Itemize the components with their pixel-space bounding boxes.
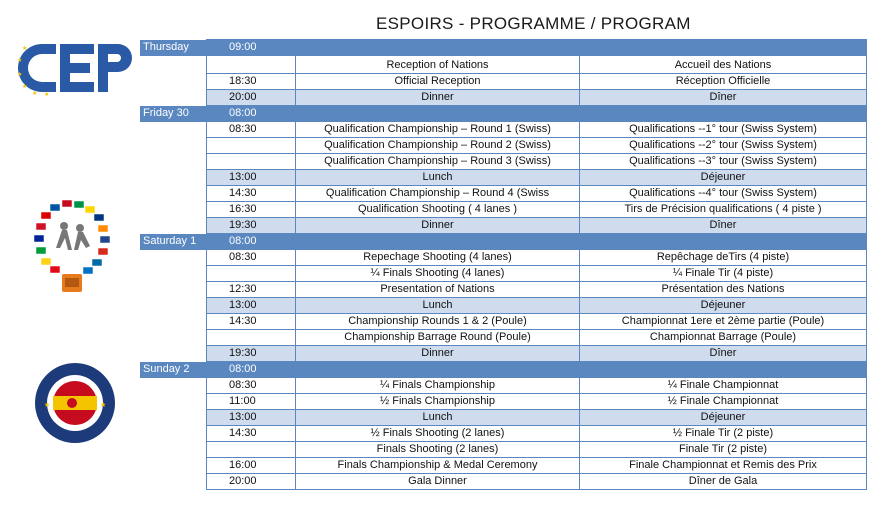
schedule-row — [140, 90, 867, 106]
event-time: 18:30 — [207, 74, 296, 90]
day-spacer — [140, 154, 207, 170]
event-time — [207, 330, 296, 346]
event-french: Qualifications --1° tour (Swiss System) — [580, 122, 867, 138]
day-spacer — [140, 474, 207, 490]
event-time — [207, 154, 296, 170]
day-spacer — [140, 186, 207, 202]
event-english: Dinner — [296, 90, 580, 106]
schedule-row — [140, 202, 867, 218]
event-english: Repechage Shooting (4 lanes) — [296, 250, 580, 266]
event-french: Qualifications --3° tour (Swiss System) — [580, 154, 867, 170]
event-time: 11:00 — [207, 394, 296, 410]
day-spacer — [140, 330, 207, 346]
event-english: Finals Shooting (2 lanes) — [296, 442, 580, 458]
day-header-row — [140, 362, 867, 378]
schedule-row — [140, 330, 867, 346]
event-english: ¼ Finals Shooting (4 lanes) — [296, 266, 580, 282]
event-time: 19:30 — [207, 218, 296, 234]
schedule-row — [140, 314, 867, 330]
event-time — [207, 56, 296, 74]
schedule-row — [140, 138, 867, 154]
event-english: Reception of Nations — [296, 56, 580, 74]
page-title: ESPOIRS - PROGRAMME / PROGRAM — [376, 14, 691, 33]
day-spacer — [140, 394, 207, 410]
event-french: Déjeuner — [580, 410, 867, 426]
day-label: Friday 30 — [140, 106, 207, 122]
svg-text:★: ★ — [44, 92, 50, 98]
schedule-row — [140, 442, 867, 458]
event-french: Dîner de Gala — [580, 474, 867, 490]
event-english: Qualification Championship – Round 4 (Swiss — [296, 186, 580, 202]
event-french: ¼ Finale Championnat — [580, 378, 867, 394]
event-time: 13:00 — [207, 298, 296, 314]
day-header-spacer — [580, 362, 867, 378]
event-french: ½ Finale Tir (2 piste) — [580, 426, 867, 442]
schedule-row — [140, 410, 867, 426]
program-table — [140, 39, 867, 490]
event-french: Dîner — [580, 346, 867, 362]
schedule-row — [140, 394, 867, 410]
event-french: Dîner — [580, 218, 867, 234]
event-english: Dinner — [296, 346, 580, 362]
day-spacer — [140, 426, 207, 442]
day-spacer — [140, 442, 207, 458]
svg-text:★: ★ — [22, 84, 28, 90]
event-time: 20:00 — [207, 90, 296, 106]
event-french: Championnat 1ere et 2ème partie (Poule) — [580, 314, 867, 330]
event-french: Réception Officielle — [580, 74, 867, 90]
event-french: Déjeuner — [580, 298, 867, 314]
event-time — [207, 138, 296, 154]
event-french: Qualifications --2° tour (Swiss System) — [580, 138, 867, 154]
event-english: Presentation of Nations — [296, 282, 580, 298]
svg-text:★: ★ — [17, 58, 23, 64]
day-label: Saturday 1 — [140, 234, 207, 250]
event-french: Qualifications --4° tour (Swiss System) — [580, 186, 867, 202]
event-english: Lunch — [296, 170, 580, 186]
schedule-row — [140, 298, 867, 314]
day-header-spacer — [580, 234, 867, 250]
day-spacer — [140, 346, 207, 362]
day-spacer — [140, 298, 207, 314]
event-time: 16:00 — [207, 458, 296, 474]
day-spacer — [140, 266, 207, 282]
svg-text:★: ★ — [44, 402, 51, 409]
schedule-row — [140, 458, 867, 474]
day-spacer — [140, 410, 207, 426]
svg-text:★: ★ — [22, 46, 28, 52]
schedule-row — [140, 346, 867, 362]
event-english: Qualification Championship – Round 2 (Swiss) — [296, 138, 580, 154]
schedule-row — [140, 170, 867, 186]
event-english: Dinner — [296, 218, 580, 234]
day-spacer — [140, 122, 207, 138]
event-english: Lunch — [296, 410, 580, 426]
day-spacer — [140, 458, 207, 474]
event-time: 13:00 — [207, 410, 296, 426]
event-time: 16:30 — [207, 202, 296, 218]
day-spacer — [140, 56, 207, 74]
day-spacer — [140, 218, 207, 234]
event-time: 12:30 — [207, 282, 296, 298]
day-start-time: 09:00 — [207, 40, 296, 56]
day-label: Sunday 2 — [140, 362, 207, 378]
svg-text:★: ★ — [32, 91, 38, 97]
schedule-row — [140, 56, 867, 74]
nations-flags-logo — [32, 198, 112, 298]
svg-text:★: ★ — [100, 402, 107, 409]
event-english: Lunch — [296, 298, 580, 314]
day-header-row — [140, 234, 867, 250]
event-time: 14:30 — [207, 314, 296, 330]
day-header-spacer — [296, 234, 580, 250]
day-label: Thursday — [140, 40, 207, 56]
event-english: Qualification Championship – Round 1 (Swiss) — [296, 122, 580, 138]
event-french: Tirs de Précision qualifications ( 4 piste ) — [580, 202, 867, 218]
event-english: Official Reception — [296, 74, 580, 90]
event-english: ½ Finals Championship — [296, 394, 580, 410]
day-spacer — [140, 378, 207, 394]
event-french: ½ Finale Championnat — [580, 394, 867, 410]
event-english: ½ Finals Shooting (2 lanes) — [296, 426, 580, 442]
day-start-time: 08:00 — [207, 234, 296, 250]
day-header-row — [140, 106, 867, 122]
svg-text:★: ★ — [17, 72, 23, 78]
event-english: Championship Barrage Round (Poule) — [296, 330, 580, 346]
event-english: Qualification Championship – Round 3 (Swiss) — [296, 154, 580, 170]
event-time: 20:00 — [207, 474, 296, 490]
day-start-time: 08:00 — [207, 362, 296, 378]
event-time: 08:30 — [207, 250, 296, 266]
schedule-row — [140, 266, 867, 282]
event-time: 19:30 — [207, 346, 296, 362]
day-spacer — [140, 250, 207, 266]
event-time: 14:30 — [207, 186, 296, 202]
day-header-spacer — [580, 106, 867, 122]
schedule-row — [140, 74, 867, 90]
event-english: ¼ Finals Championship — [296, 378, 580, 394]
day-spacer — [140, 74, 207, 90]
event-french: Finale Tir (2 piste) — [580, 442, 867, 458]
event-french: Dîner — [580, 90, 867, 106]
event-english: Championship Rounds 1 & 2 (Poule) — [296, 314, 580, 330]
event-english: Gala Dinner — [296, 474, 580, 490]
event-time — [207, 266, 296, 282]
schedule-row — [140, 154, 867, 170]
day-spacer — [140, 90, 207, 106]
schedule-row — [140, 186, 867, 202]
schedule-row — [140, 250, 867, 266]
day-header-spacer — [580, 40, 867, 56]
event-french: Présentation des Nations — [580, 282, 867, 298]
event-time: 08:30 — [207, 122, 296, 138]
day-spacer — [140, 202, 207, 218]
event-english: Qualification Shooting ( 4 lanes ) — [296, 202, 580, 218]
event-time — [207, 442, 296, 458]
day-start-time: 08:00 — [207, 106, 296, 122]
cep-espoirs-seal-logo — [34, 362, 116, 444]
day-spacer — [140, 282, 207, 298]
event-french: Accueil des Nations — [580, 56, 867, 74]
schedule-row — [140, 122, 867, 138]
day-spacer — [140, 314, 207, 330]
day-spacer — [140, 138, 207, 154]
event-time: 14:30 — [207, 426, 296, 442]
schedule-row — [140, 378, 867, 394]
event-time: 08:30 — [207, 378, 296, 394]
cep-logo — [14, 38, 134, 98]
event-french: Repêchage deTirs (4 piste) — [580, 250, 867, 266]
schedule-row — [140, 474, 867, 490]
event-time: 13:00 — [207, 170, 296, 186]
day-header-spacer — [296, 362, 580, 378]
schedule-row — [140, 218, 867, 234]
day-header-spacer — [296, 106, 580, 122]
event-french: Déjeuner — [580, 170, 867, 186]
schedule-row — [140, 282, 867, 298]
event-french: ¼ Finale Tir (4 piste) — [580, 266, 867, 282]
day-header-row — [140, 40, 867, 56]
schedule-row — [140, 426, 867, 442]
event-french: Championnat Barrage (Poule) — [580, 330, 867, 346]
event-french: Finale Championnat et Remis des Prix — [580, 458, 867, 474]
day-spacer — [140, 170, 207, 186]
event-english: Finals Championship & Medal Ceremony — [296, 458, 580, 474]
day-header-spacer — [296, 40, 580, 56]
